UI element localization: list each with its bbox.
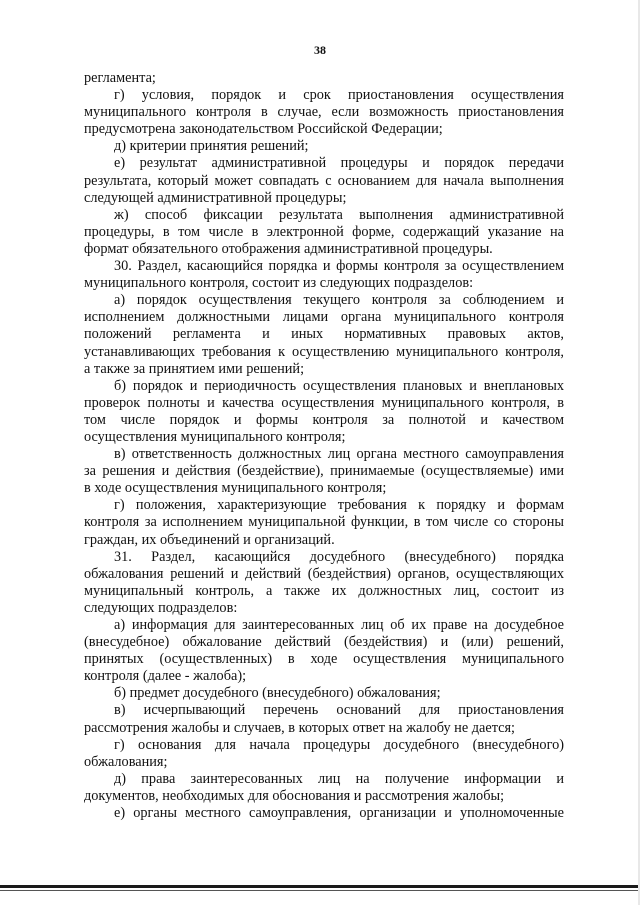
page-number: 38 bbox=[314, 43, 326, 57]
text-line: проверок полноты и качества осуществления муниципального контроля, в bbox=[84, 394, 564, 411]
text-line: обжалования решений и действий (бездействия) органов, осуществляющих bbox=[84, 565, 564, 582]
page-bottom-shadow bbox=[0, 890, 640, 891]
text-line: е) результат административной процедуры и порядок передачи bbox=[114, 155, 564, 172]
text-line: а) порядок осуществления текущего контроля за соблюдением и bbox=[114, 292, 564, 309]
text-line: а также за принятием ими решений; bbox=[84, 360, 305, 377]
page-bottom-edge bbox=[0, 885, 640, 888]
text-line: муниципальный контроль, а также их должностных лиц, состоит из bbox=[84, 582, 564, 599]
text-line: рассмотрения жалобы и случаев, в которых ответ на жалобу не дается; bbox=[84, 719, 516, 736]
text-line: (внесудебное) обжалование действий (бездействия) и (или) решений, bbox=[84, 634, 564, 651]
text-line: б) предмет досудебного (внесудебного) обжалования; bbox=[114, 685, 441, 702]
text-line: муниципального контроля, состоит из следующих подразделов: bbox=[84, 275, 474, 292]
text-line: ж) способ фиксации результата выполнения административной bbox=[114, 206, 564, 223]
text-line: за решения и действия (бездействие), принимаемые (осуществляемые) ими bbox=[84, 463, 564, 480]
text-line: положений регламента и иных нормативных правовых актов, bbox=[84, 326, 564, 343]
text-line: регламента; bbox=[84, 70, 156, 86]
text-line: муниципального контроля в случае, если возможность приостановления bbox=[84, 104, 564, 121]
text-line: следующей административной процедуры; bbox=[84, 189, 347, 206]
text-line: обжалования; bbox=[84, 753, 168, 770]
text-line: д) критерии принятия решений; bbox=[114, 138, 309, 155]
text-line: в) ответственность должностных лиц органа местного самоуправления bbox=[114, 446, 564, 463]
text-line: 30. Раздел, касающийся порядка и формы контроля за осуществлением bbox=[114, 258, 564, 275]
text-line: г) условия, порядок и срок приостановления осуществления bbox=[114, 87, 564, 104]
text-line: принятых (осуществленных) в ходе осуществления муниципального bbox=[84, 651, 564, 668]
text-line: 31. Раздел, касающийся досудебного (внесудебного) порядка bbox=[114, 548, 564, 565]
text-line: устанавливающих требования к осуществлению муниципального контроля, bbox=[84, 343, 564, 360]
text-line: в) исчерпывающий перечень оснований для приостановления bbox=[114, 702, 564, 719]
text-line: осуществления муниципального контроля; bbox=[84, 428, 346, 445]
text-line: документов, необходимых для обоснования и рассмотрения жалобы; bbox=[84, 787, 505, 804]
text-line: результата, который может совпадать с основанием для начала выполнения bbox=[84, 172, 564, 189]
text-line: следующих подразделов: bbox=[84, 599, 238, 616]
text-line: г) положения, характеризующие требования к порядку и формам bbox=[114, 497, 564, 514]
text-line: в ходе осуществления муниципального контроля; bbox=[84, 480, 387, 497]
text-line: том числе порядок и формы контроля за полнотой и качеством bbox=[84, 411, 564, 428]
text-line: д) права заинтересованных лиц на получение информации и bbox=[114, 770, 564, 787]
text-line: г) основания для начала процедуры досудебного (внесудебного) bbox=[114, 736, 564, 753]
text-line: а) информация для заинтересованных лиц об их праве на досудебное bbox=[114, 617, 564, 633]
text-line: е) органы местного самоуправления, организации и уполномоченные bbox=[114, 805, 564, 822]
text-line: контроля за исполнением муниципальной функции, в том числе со стороны bbox=[84, 514, 564, 531]
text-line: формат обязательного отображения административной процедуры. bbox=[84, 240, 493, 257]
text-line: контроля (далее - жалоба); bbox=[84, 668, 247, 685]
text-line: исполнением должностными лицами органа муниципального контроля bbox=[84, 309, 564, 326]
text-line: б) порядок и периодичность осуществления плановых и внеплановых bbox=[114, 377, 564, 394]
text-line: предусмотрена законодательством Российской Федерации; bbox=[84, 121, 443, 138]
text-line: граждан, их объединений и организаций. bbox=[84, 531, 335, 548]
text-line: процедуры, в том числе в электронной форме, содержащий указание на bbox=[84, 223, 564, 240]
document-body bbox=[84, 70, 564, 822]
